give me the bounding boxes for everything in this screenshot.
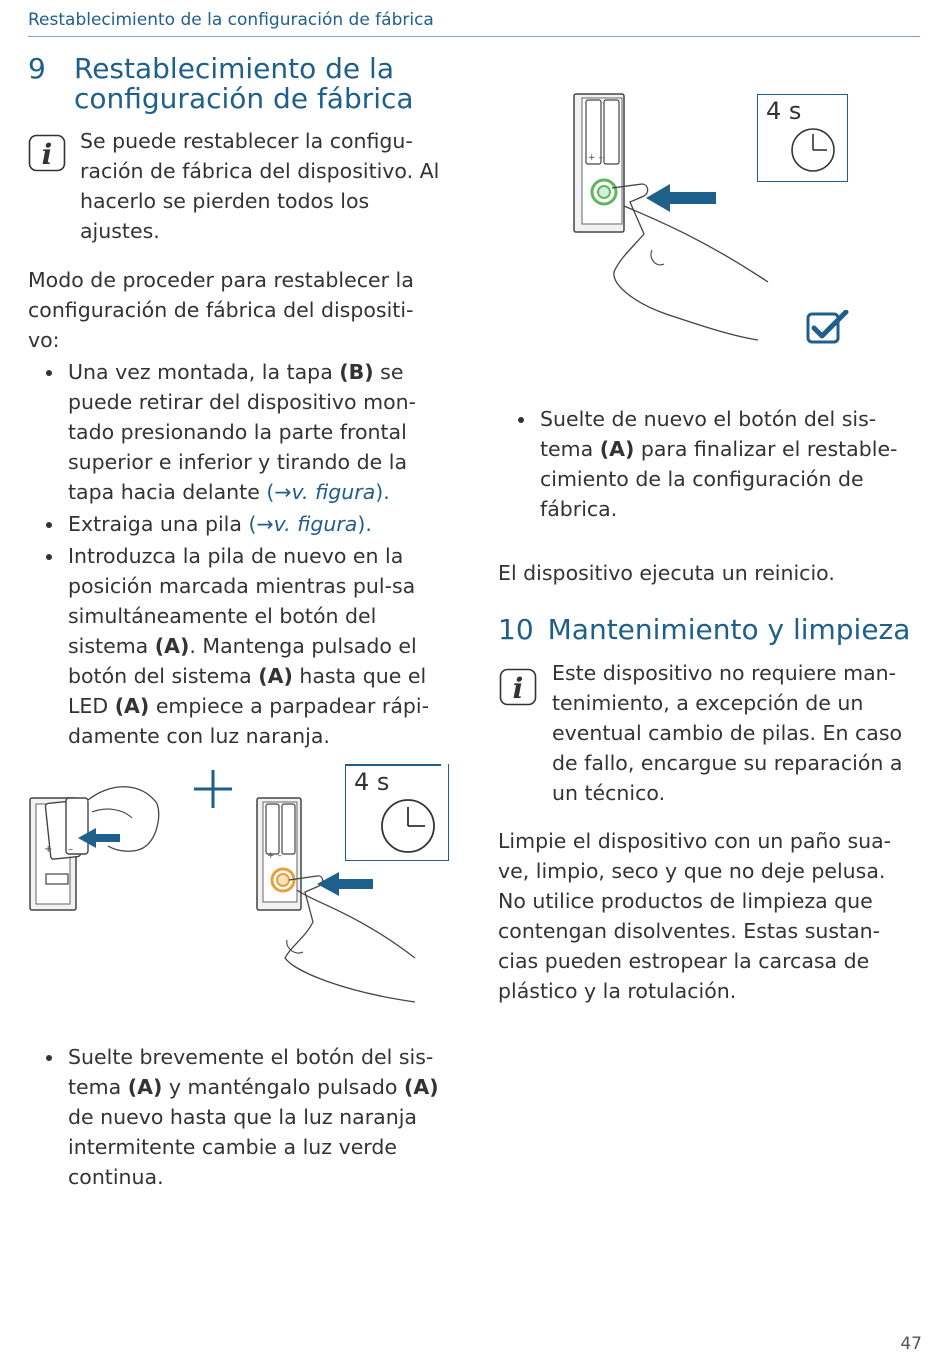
reboot-text: El dispositivo ejecuta un reinicio. [498, 561, 835, 585]
clock-icon [790, 127, 836, 173]
timer-box [345, 764, 449, 861]
svg-text:+ –: + – [267, 851, 282, 861]
page-number: 47 [900, 1334, 922, 1354]
clock-icon [380, 798, 436, 854]
figure-reference: (→v. figura). [266, 480, 390, 504]
svg-text:–: – [68, 844, 73, 855]
section-10-body: Limpie el dispositivo con un paño sua-ve, limpio, seco y que no deje pelusa. No utilice productos de limpieza que contengan disolventes. Estas sustan-cias pueden estropear la carcasa de plástico y la rotulación. [498, 829, 892, 1003]
list-item: Suelte de nuevo el botón del sis-tema (A) para finalizar el restable-cimiento de la configuración de fábrica. [500, 404, 912, 524]
section-9-intro: Modo de proceder para restablecer la configuración de fábrica del dispositi-vo: [28, 268, 414, 352]
list-item: Introduzca la pila de nuevo en la posición marcada mientras pul-sa simultáneamente el botón del sistema (A). Mantenga pulsado el botón del sistema (A) hasta que el LED (A) empiece a parpadear rápi-damente con luz naranja. [28, 541, 440, 751]
svg-text:i: i [41, 138, 53, 171]
battery-removal-figure [28, 772, 168, 922]
timer-label: 4 s [766, 97, 802, 125]
plus-icon [192, 768, 234, 810]
list-item: Suelte brevemente el botón del sis-tema (A) y manténgalo pulsado (A) de nuevo hasta que la luz naranja intermitente cambie a luz verde continua. [28, 1042, 452, 1192]
list-item: Una vez montada, la tapa (B) se puede retirar del dispositivo mon-tado presionando la parte frontal superior e inferior y tirando de la tapa hacia delante (→v. figura). [28, 357, 440, 507]
arrow-left-icon [317, 872, 373, 896]
checkmark-icon [806, 310, 850, 346]
section-10-title: Mantenimiento y limpieza [547, 613, 911, 646]
list-item: Extraiga una pila (→v. figura). [28, 509, 440, 539]
arrow-left-icon [646, 184, 716, 212]
section-10-heading [498, 614, 910, 646]
svg-text:i: i [512, 672, 524, 705]
section-9-note: Se puede restablecer la configu-ración de fábrica del dispositivo. Al hacerlo se pierden todos los ajustes. [80, 129, 440, 243]
info-icon [28, 134, 66, 172]
running-header: Restablecimiento de la configuración de fábrica [28, 10, 434, 30]
timer-label: 4 s [354, 768, 390, 796]
svg-text:+ –: + – [588, 153, 603, 163]
figure-reference: (→v. figura). [248, 512, 372, 536]
section-10-number: 10 [498, 613, 534, 646]
timer-box [757, 94, 848, 182]
info-icon [499, 668, 537, 706]
header-rule [28, 36, 920, 37]
section-9-title: Restablecimiento de la configuración de fábrica [74, 52, 414, 115]
section-10-note: Este dispositivo no requiere man-tenimiento, a excepción de un eventual cambio de pilas. En caso de fallo, encargue su reparación a un técnico. [552, 661, 903, 805]
final-step-list [500, 404, 912, 524]
steps-list [28, 357, 440, 751]
section-9-number: 9 [28, 52, 46, 85]
svg-text:+: + [44, 844, 53, 855]
steps-list-continued [28, 1042, 452, 1192]
